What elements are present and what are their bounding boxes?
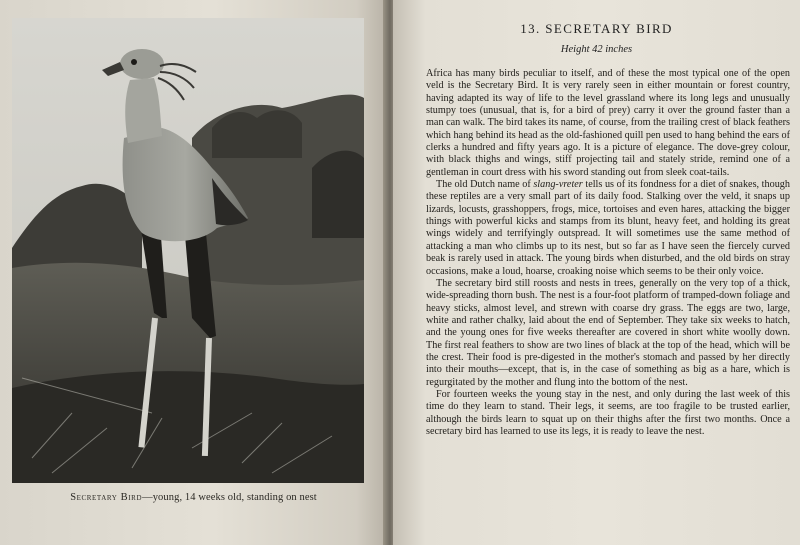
article-body <box>426 68 790 438</box>
caption-bird-name: Secretary Bird <box>70 492 143 503</box>
photo-caption <box>0 492 387 503</box>
paragraph-2 <box>426 179 790 278</box>
photo-illustration <box>12 18 364 483</box>
left-page <box>0 0 387 545</box>
caption-description: —young, 14 weeks old, standing on nest <box>142 492 317 503</box>
paragraph-2-intro: The old Dutch name of <box>436 179 534 191</box>
dutch-name: slang-vreter <box>533 179 583 191</box>
chapter-title: 13. SECRETARY BIRD <box>520 21 673 36</box>
chapter-subtitle: Height 42 inches <box>560 44 633 55</box>
paragraph-1: Africa has many birds peculiar to itself, and of these the most typical one of the open veld is the Secretary Bird. It is very rarely seen in either mountain or forest country, having adapted its way of life to the level grassland where its long legs and unusually stumpy toes (unusual, that is, for a bird of prey) carry it over the ground faster than a man can walk. The bird takes its name, of course, from the trailing crest of black feathers which hang behind its head as the old-fashioned quill pen used to hang behind the ears of clerks a hundred and fifty years ago. It is a picture of elegance. The dove-grey colour, with black thighs and wings, stiff projecting tail and stately stride, remind one of a gentleman in court dress with his sword standing out from sleek coat-tails. <box>426 68 790 178</box>
paragraph-3: The secretary bird still roosts and nests in trees, generally on the very top of a thick, wide-spreading thorn bush. The nest is a four-foot platform of tramped-down foliage and heavy sticks, almost level, and strewn with coarse dry grass. The eggs are two, large, white and rather chalky, laid about the end of September. They take six weeks to hatch, and the young ones for five weeks thereafter are covered in short white woolly down. The first real feathers to show are two lines of black at the top of the head, which will be the crest. Their food is pre-digested in the mother's stomach and passed by her directly into their mouths—except, that is, in the case of something as big as a hare, which is regurgitated by the mother and flung into the bottom of the nest. <box>426 277 790 388</box>
paragraph-2-rest: tells us of its fondness for a diet of snakes, though these reptiles are a very small part of its daily food. Stalking over the veld, it snaps up lizards, locusts, grasshoppers, frogs, mice, tortoises and even hares, attacking the bigger things with powerful kicks and stamps from its blunt, heavy feet, and holding its great wings widely and terrifyingly outspread. It will sometimes use the same method of attacking a man who climbs up to its nest, but so far as I have seen the fiercely curved beak is rarely used in attack. The young birds when disturbed, and the old birds on stray occasions, make a loud, hoarse, croaking noise which seems to be their only voice. <box>426 179 790 277</box>
paragraph-4: For fourteen weeks the young stay in the nest, and only during the last week of this time do they learn to stand. Their legs, it seems, are too fragile to be trusted earlier, although the birds learn to squat up on their thighs after the first two months. Once a secretary bird has learned to use its legs, it is ready to leave the nest. <box>426 388 790 437</box>
bird-photograph <box>12 18 364 483</box>
